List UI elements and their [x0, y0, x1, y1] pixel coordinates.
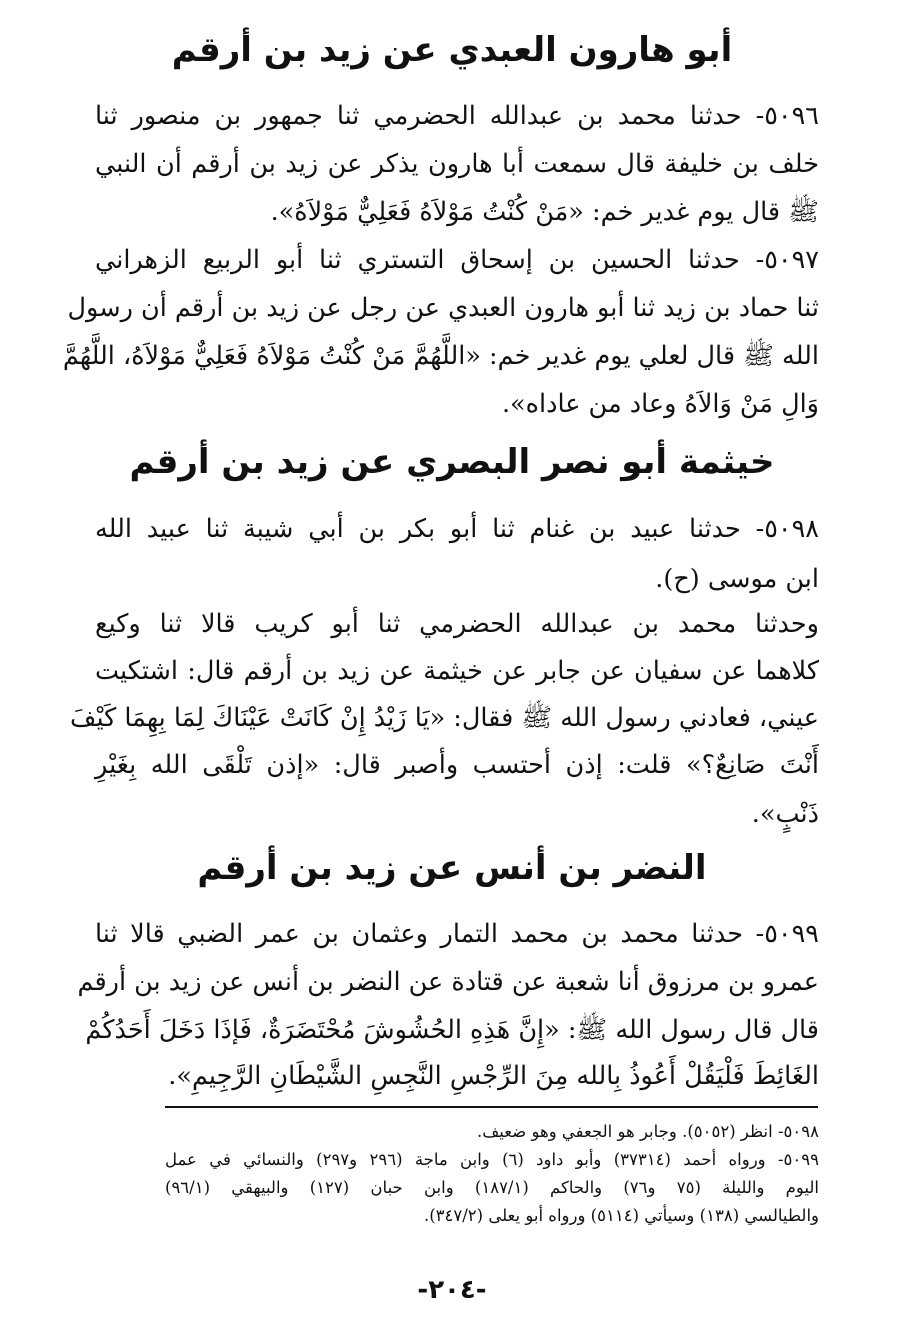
- hadith-line: ٥٠٩٦- حدثنا محمد بن عبدالله الحضرمي ثنا جمهور بن منصور ثنا: [95, 101, 819, 131]
- footnote-divider: [165, 1106, 818, 1108]
- hadith-line: كلاهما عن سفيان عن جابر عن خيثمة عن زيد بن أرقم قال: اشتكيت: [95, 656, 819, 686]
- hadith-line: ٥٠٩٧- حدثنا الحسين بن إسحاق التستري ثنا أبو الربيع الزهراني: [95, 245, 819, 275]
- hadith-line: أَنْتَ صَانِعٌ؟» قلت: إذن أحتسب وأصبر قال: «إذن تَلْقَى الله بِغَيْرِ: [95, 750, 819, 780]
- section-heading-nadr: النضر بن أنس عن زيد بن أرقم: [197, 848, 707, 888]
- hadith-line: قال قال رسول الله ﷺ: «إِنَّ هَذِهِ الحُشُوشَ مُحْتَضَرَةٌ، فَإذَا دَخَلَ أَحَدُكُمْ: [85, 1015, 819, 1045]
- footnote-line: اليوم والليلة (٧٥ و٧٦) والحاكم (١٨٧/١) وابن حبان (١٢٧) والبيهقي (٩٦/١): [165, 1178, 819, 1197]
- page-number: -٢٠٤-: [417, 1275, 487, 1305]
- section-heading-abu-harun: أبو هارون العبدي عن زيد بن أرقم: [171, 30, 733, 70]
- footnote-line: ٥٠٩٩- ورواه أحمد (٣٧٣١٤) وأبو داود (٦) وابن ماجة (٢٩٦ و٢٩٧) والنسائي في عمل: [165, 1150, 819, 1169]
- hadith-line: وحدثنا محمد بن عبدالله الحضرمي ثنا أبو كريب قالا ثنا وكيع: [95, 609, 819, 639]
- footnote-line: والطيالسي (١٣٨) وسيأتي (٥١١٤) ورواه أبو يعلى (٣٤٧/٢).: [423, 1206, 819, 1225]
- hadith-line: ثنا حماد بن زيد ثنا أبو هارون العبدي عن رجل عن زيد بن أرقم أن رسول: [67, 293, 819, 323]
- hadith-line: خلف بن خليفة قال سمعت أبا هارون يذكر عن زيد بن أرقم أن النبي: [95, 149, 819, 179]
- hadith-line: ﷺ قال يوم غدير خم: «مَنْ كُنْتُ مَوْلاَهُ فَعَلِيٌّ مَوْلاَهُ».: [270, 197, 819, 227]
- hadith-line: الله ﷺ قال لعلي يوم غدير خم: «اللَّهُمَّ مَنْ كُنْتُ مَوْلاَهُ فَعَلِيٌّ مَوْلاَهُ، اللَّهُمَّ: [62, 341, 819, 371]
- footnote-line: ٥٠٩٨- انظر (٥٠٥٢). وجابر هو الجعفي وهو ضعيف.: [476, 1122, 819, 1141]
- hadith-line: ٥٠٩٨- حدثنا عبيد بن غنام ثنا أبو بكر بن أبي شيبة ثنا عبيد الله: [95, 514, 819, 544]
- hadith-line: عيني، فعادني رسول الله ﷺ فقال: «يَا زَيْدُ إِنْ كَانَتْ عَيْنَاكَ لِمَا بِهِمَا كَيْفَ: [70, 703, 819, 733]
- hadith-line: عمرو بن مرزوق أنا شعبة عن قتادة عن النضر بن أنس عن زيد بن أرقم: [77, 967, 819, 997]
- hadith-line: ذَنْبٍ».: [751, 799, 819, 829]
- hadith-line: ٥٠٩٩- حدثنا محمد بن محمد التمار وعثمان بن عمر الضبي قالا ثنا: [95, 919, 819, 949]
- hadith-line: وَالِ مَنْ وَالاَهُ وعاد من عاداه».: [501, 389, 819, 419]
- section-heading-khaythama: خيثمة أبو نصر البصري عن زيد بن أرقم: [129, 442, 775, 482]
- hadith-line: ابن موسى (ح).: [655, 564, 819, 594]
- hadith-line: الغَائِطَ فَلْيَقُلْ أَعُوذُ بِالله مِنَ الرِّجْسِ النَّجِسِ الشَّيْطَانِ الرَّجِيمِ».: [168, 1061, 819, 1091]
